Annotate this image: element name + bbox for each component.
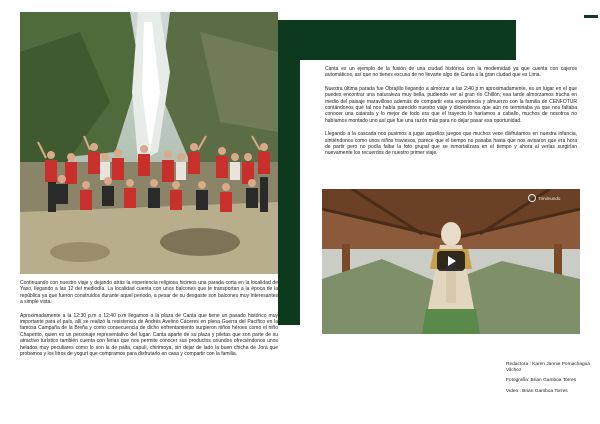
green-header-band — [278, 20, 516, 60]
watermark-text: Trinimundo — [538, 195, 561, 201]
credit-writer: Redactora : Karen Jannie Pomachagua Vilchez — [506, 362, 590, 374]
credits — [506, 362, 598, 399]
right-paragraph-2: Nuestra última parada fue Obrajillo llegando a almorzar a las 2:40 p.m aproximadamente, es un lugar en el que puedes encontrar una naturaleza muy bella, pudiendo ver al gran río Chillón; esa tarde almorzamos trucha en medio del paisaje maravilloso además de compartir esta experiencia y almuerzo con la familia de CENFOTUR contándonos qué tal nos había parecido nuestro viaje y diciéndonos que aún no terminaba ya que nos faltaba conocer una catarata y lo mejor de todo era que el trayecto lo haríamos a caballo, muchos de nosotros no habíamos montado uno así que fue una razón más para no dejar pasar esa oportunidad. — [325, 85, 577, 124]
logo-icon — [528, 194, 536, 202]
video-watermark — [528, 194, 560, 202]
credit-photo: Fotografía: Brian Gamboa Torres — [506, 378, 577, 384]
group-photo — [20, 12, 278, 274]
right-paragraph-1: Canta es un ejemplo de la fusión de una ciudad histórica con la modernidad ya que cuenta con cajeros automáticos, así que no tienes excusa de no llevarte algo de Canta a la gran ciudad que es Lima. — [325, 66, 577, 79]
play-button[interactable] — [437, 251, 465, 271]
play-icon — [448, 256, 456, 266]
left-article-text — [20, 280, 278, 364]
green-vertical-bar — [278, 20, 300, 325]
credit-video: Video : Brian Gamboa Torres — [506, 388, 568, 394]
corner-mark — [584, 15, 598, 18]
right-paragraph-3: Llegando a la cascada nos pusimos a jugar aquellos juegos que muchos vece disfrutamos en nuestra infancia, sintiéndonos como unos niños traviesos, parece que el tiempo no pasaba hasta que nos avisaron que era hora de partir pero no podía faltar la foto grupal que se inmortalizara en el tiempo y ahora al verlas surgirían nuevamente los recuerdos de nuestro primer viaje. — [325, 131, 577, 157]
left-paragraph-2: Aproximadamente a la 12:30 p.m o 12:40 p.m llegamos a la plaza de Canta que tiene un pasado histórico muy importante para el país, allí se realizó la resistencia de Andrés Avelino Cáceres en plena Guerra del Pacífico en la famosa Campaña de la Breña y como consecuencia de dicho enfrentamiento surgieron niños héroes como el niño Chaperito, quien es un personaje representativo del lugar. Canta aparte de su plaza y piletas que son parte de su atractivo turístico también cuenta con ferias que nos permite conocer sus productos oriundos ofreciéndonos unos helados muy peculiares como lo son la de palta, capulí, chirimoya, sin dejar de lado la buen chicha de Jora que probamos y los litros de yogurt que compramos para disfrutarlo en casa y compartir con la familia. — [20, 312, 278, 358]
left-paragraph-1: Continuando con nuestro viaje y dejando atrás la experiencia religiosa hicimos una parada corta en la localidad de Yaso, llegando a las 12 del mediodía. La localidad cuenta con unos balcones que te transportan a la época de la república ya que fueron construidos durante aquel periodo, a pesar de su desgaste son balcones muy interesantes a simple vista. — [20, 280, 278, 306]
right-article-text — [325, 66, 577, 164]
